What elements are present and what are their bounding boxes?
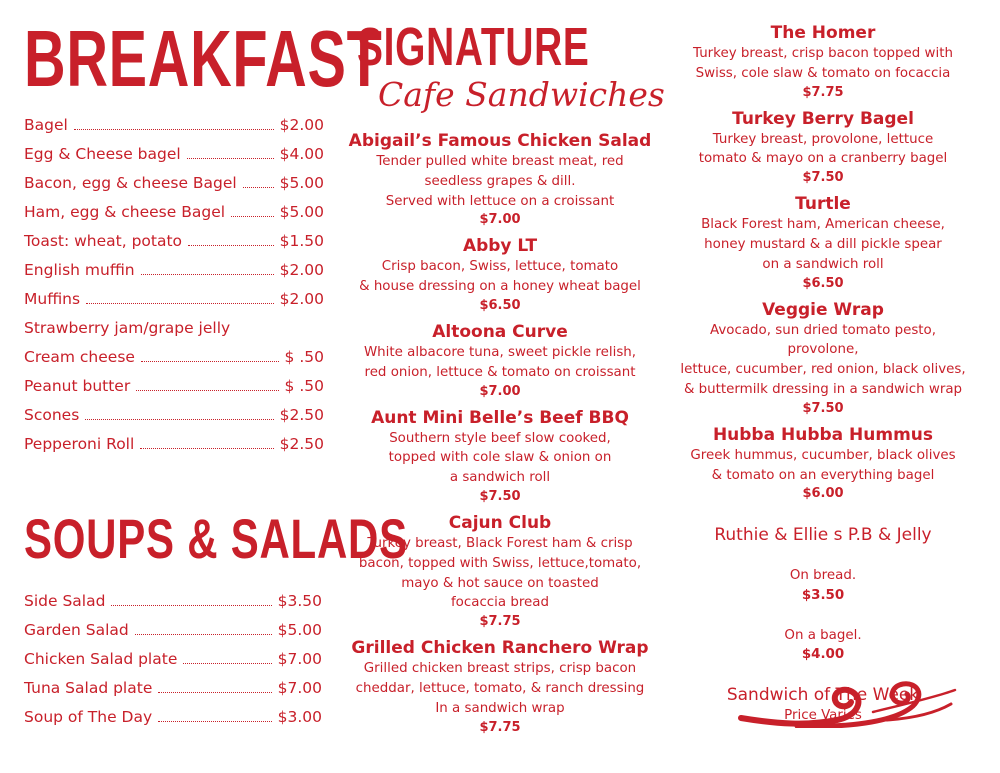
- list-item: Peanut butter $ .50: [24, 377, 324, 395]
- item-name: Ruthie & Ellie s P.B & Jelly: [714, 525, 932, 546]
- swirl-ornament-icon: [737, 676, 959, 728]
- item-description: Southern style beef slow cooked, topped with cole slaw & onion on a sandwich roll: [388, 430, 612, 486]
- item-description: [665, 606, 981, 665]
- item-name: Turkey Berry Bagel: [732, 108, 914, 129]
- list-item: Muffins $2.00: [24, 290, 324, 308]
- item-price: $7.00: [479, 383, 521, 399]
- item-name: Abigail’s Famous Chicken Salad: [348, 131, 652, 151]
- list-item: Tuna Salad plate $7.00: [24, 679, 322, 697]
- item-description: Greek hummus, cucumber, black olives & tomato on an everything bagel: [690, 447, 956, 483]
- list-item: Soup of The Day $3.00: [24, 708, 322, 726]
- pbj-bagel-price: $4.00: [801, 647, 845, 663]
- item-name: Veggie Wrap: [762, 299, 884, 320]
- item-price: $6.00: [802, 486, 844, 502]
- menu-item: [340, 236, 660, 315]
- item-name: Hubba Hubba Hummus: [712, 424, 934, 445]
- item-description: Avocado, sun dried tomato pesto, provolone, lettuce, cucumber, red onion, black olives, & buttermilk dressing in a sandwich wrap: [680, 322, 966, 397]
- item-name: Turtle: [795, 194, 851, 215]
- pbj-bread-label: On bread.: [789, 568, 857, 584]
- item-description: Turkey breast, crisp bacon topped with Swiss, cole slaw & tomato on focaccia: [693, 46, 953, 81]
- soups-list: [24, 592, 322, 737]
- sandwich-column-middle: [340, 131, 660, 737]
- menu-item: [340, 131, 660, 229]
- breakfast-title: BREAKFAST: [24, 14, 383, 103]
- menu-item: [665, 300, 981, 418]
- item-price: $7.00: [479, 212, 521, 228]
- menu-item: [665, 23, 981, 102]
- menu-item: [340, 513, 660, 631]
- menu-item: [665, 194, 981, 292]
- item-name: Sandwich of The Week: [726, 685, 920, 706]
- breakfast-list: [24, 116, 324, 464]
- item-price: $6.50: [802, 275, 844, 291]
- list-item: Cream cheese $ .50: [24, 348, 324, 366]
- signature-title: SIGNATURE: [357, 17, 590, 77]
- item-description: Black Forest ham, American cheese, honey mustard & a dill pickle spear on a sandwich roll: [701, 217, 945, 272]
- item-name: Altoona Curve: [432, 321, 568, 342]
- list-item: Egg & Cheese bagel $4.00: [24, 145, 324, 163]
- item-name: Grilled Chicken Ranchero Wrap: [351, 638, 649, 659]
- item-price: $7.50: [479, 488, 521, 504]
- item-description: Turkey breast, provolone, lettuce tomato & mayo on a cranberry bagel: [698, 131, 948, 167]
- list-item: Side Salad $3.50: [24, 592, 322, 610]
- item-price: $7.50: [802, 170, 844, 186]
- item-price: $7.75: [802, 84, 844, 100]
- list-item: Toast: wheat, potato $1.50: [24, 232, 324, 250]
- list-item: Strawberry jam/grape jelly: [24, 319, 231, 337]
- list-item: Bagel $2.00: [24, 116, 324, 134]
- pbj-bread-price: $3.50: [801, 587, 845, 603]
- list-item: Garden Salad $5.00: [24, 621, 322, 639]
- sandwich-column-right: [665, 23, 981, 726]
- menu-item: [340, 408, 660, 506]
- item-name: Aunt Mini Belle’s Beef BBQ: [371, 407, 629, 428]
- item-description: [665, 546, 981, 605]
- item-description: Tender pulled white breast meat, red seedless grapes & dill. Served with lettuce on a croissant: [376, 154, 624, 209]
- item-description: Grilled chicken breast strips, crisp bacon cheddar, lettuce, tomato, & ranch dressing In a sandwich wrap: [355, 661, 645, 716]
- menu-item: [665, 109, 981, 188]
- item-price: $6.50: [479, 297, 521, 313]
- list-item: Ham, egg & cheese Bagel $5.00: [24, 203, 324, 221]
- signature-subtitle: Cafe Sandwiches: [378, 75, 665, 114]
- item-price: $7.75: [479, 719, 521, 735]
- list-item: Scones $2.50: [24, 406, 324, 424]
- list-item: Chicken Salad plate $7.00: [24, 650, 322, 668]
- menu-item: [340, 638, 660, 736]
- list-item: Pepperoni Roll $2.50: [24, 435, 324, 453]
- item-price: $7.50: [802, 400, 844, 416]
- item-name: Cajun Club: [448, 512, 552, 533]
- list-item: English muffin $2.00: [24, 261, 324, 279]
- list-item: Bacon, egg & cheese Bagel $5.00: [24, 174, 324, 192]
- menu-item: [340, 322, 660, 401]
- item-description: Price Varies: [784, 708, 862, 724]
- item-price: $7.75: [479, 614, 521, 630]
- item-name: The Homer: [770, 23, 876, 43]
- soups-title: SOUPS & SALADS: [24, 507, 408, 570]
- item-name: Abby LT: [462, 236, 538, 257]
- pbj-bagel-label: On a bagel.: [784, 627, 862, 643]
- item-description: Turkey breast, Black Forest ham & crisp bacon, topped with Swiss, lettuce,tomato, mayo & hot sauce on toasted focaccia bread: [358, 535, 642, 611]
- item-description: White albacore tuna, sweet pickle relish, red onion, lettuce & tomato on croissant: [363, 344, 637, 380]
- menu-item: [665, 425, 981, 504]
- item-description: Crisp bacon, Swiss, lettuce, tomato & house dressing on a honey wheat bagel: [359, 259, 641, 295]
- pbj-item: [665, 525, 981, 665]
